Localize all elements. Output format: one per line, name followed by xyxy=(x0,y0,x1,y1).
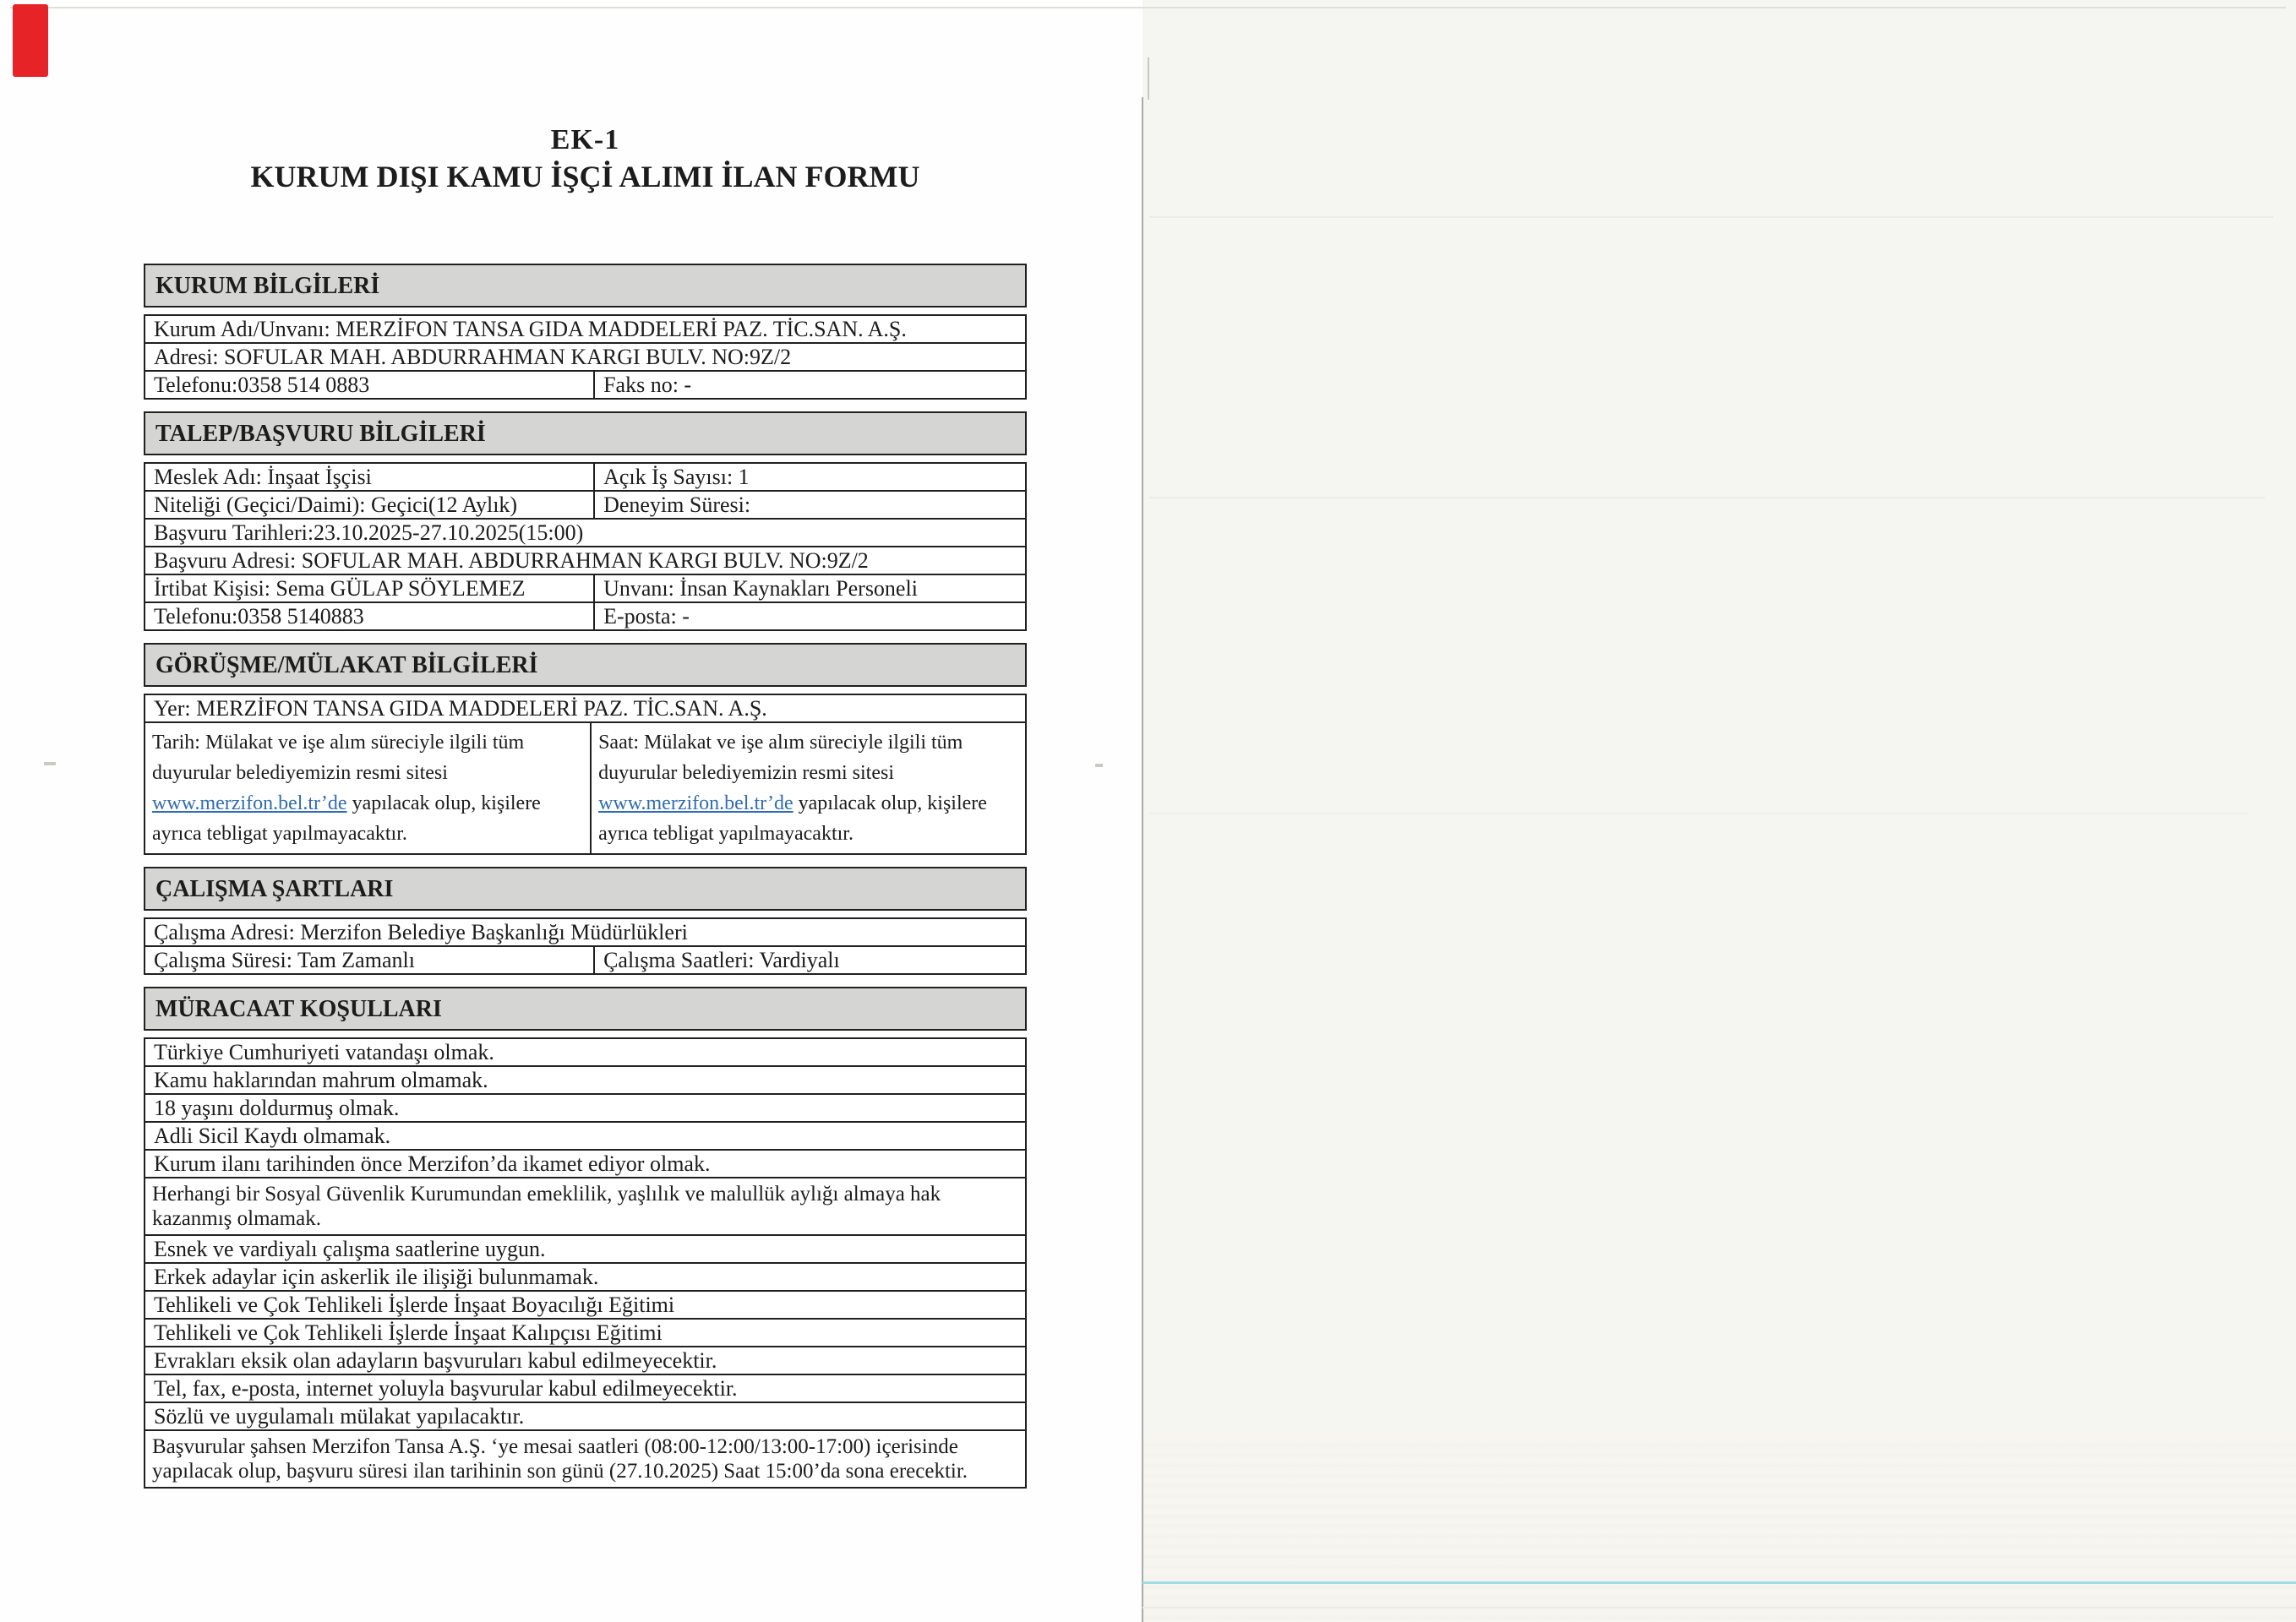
field-calisma-adresi: Çalışma Adresi: Merzifon Belediye Başkanlığı Müdürlükleri xyxy=(154,920,688,944)
requirement-row xyxy=(144,1290,1027,1320)
page-right-edge-line xyxy=(1142,97,1143,1622)
merzifon-website-link[interactable]: www.merzifon.bel.tr’de xyxy=(152,792,347,814)
section-rows xyxy=(144,1037,1027,1489)
field-basvuru-tarihleri: Başvuru Tarihleri:23.10.2025-27.10.2025(15:00) xyxy=(154,520,584,545)
table-row xyxy=(144,574,1027,603)
field-adresi: Adresi: SOFULAR MAH. ABDURRAHMAN KARGI BULV. NO:9Z/2 xyxy=(154,345,792,369)
field-calisma-saatleri: Çalışma Saatleri: Vardiyalı xyxy=(593,947,1025,973)
section-header: MÜRACAAT KOŞULLARI xyxy=(144,987,1027,1031)
field-e-posta: E-posta: - xyxy=(593,603,1025,629)
title-form-name: KURUM DIŞI KAMU İŞÇİ ALIMI İLAN FORMU xyxy=(250,160,920,193)
title-ek1: EK-1 xyxy=(550,124,620,155)
table-row xyxy=(144,518,1027,547)
scan-top-edge-line xyxy=(10,7,2286,8)
field-calisma-suresi: Çalışma Süresi: Tam Zamanlı xyxy=(154,948,415,972)
requirement-row xyxy=(144,1149,1027,1178)
scan-streak xyxy=(1149,216,2273,218)
requirement-text: 18 yaşını doldurmuş olmak. xyxy=(154,1096,400,1120)
table-row xyxy=(144,601,1027,631)
field-meslek-adi: Meslek Adı: İnşaat İşçisi xyxy=(154,465,372,489)
page-edge-notch xyxy=(1148,57,1149,100)
section-header: GÖRÜŞME/MÜLAKAT BİLGİLERİ xyxy=(144,643,1027,687)
table-row xyxy=(144,490,1027,520)
field-yer: Yer: MERZİFON TANSA GIDA MADDELERİ PAZ. TİC.SAN. A.Ş. xyxy=(154,696,767,721)
requirement-row xyxy=(144,1093,1027,1123)
requirement-row xyxy=(144,1234,1027,1264)
scan-speck xyxy=(44,762,56,765)
requirement-text: Başvurular şahsen Merzifon Tansa A.Ş. ‘ye mesai saatleri (08:00-12:00/13:00-17:00) içerisinde yapılacak olup, başvuru süresi ilan tarihinin son günü (27.10.2025) Saat 15:00’da sona erecektir. xyxy=(152,1435,968,1483)
table-row xyxy=(144,917,1027,947)
section-calisma-sartlari xyxy=(144,867,1027,975)
document-title xyxy=(144,123,1027,196)
requirement-row xyxy=(144,1429,1027,1489)
section-rows xyxy=(144,314,1027,400)
section-rows xyxy=(144,462,1027,631)
red-scan-mark xyxy=(13,4,48,77)
requirement-text: Adli Sicil Kaydı olmamak. xyxy=(154,1124,391,1148)
requirement-row xyxy=(144,1374,1027,1403)
requirement-row xyxy=(144,1318,1027,1347)
table-row xyxy=(144,945,1027,975)
merzifon-website-link[interactable]: www.merzifon.bel.tr’de xyxy=(598,792,794,814)
requirement-text: Herhangi bir Sosyal Güvenlik Kurumundan emeklilik, yaşlılık ve malullük aylığı almaya hak kazanmış olmamak. xyxy=(152,1183,941,1230)
requirement-row xyxy=(144,1402,1027,1431)
requirement-row xyxy=(144,1037,1027,1067)
ilan-form-table xyxy=(144,264,1027,1500)
requirement-text: Kurum ilanı tarihinden önce Merzifon’da ikamet ediyor olmak. xyxy=(154,1151,711,1176)
scanner-background-noise xyxy=(1143,1436,2296,1622)
table-row xyxy=(144,342,1027,372)
field-telefonu: Telefonu:0358 514 0883 xyxy=(154,373,370,397)
requirement-row xyxy=(144,1346,1027,1375)
requirement-text: Erkek adaylar için askerlik ile ilişiği bulunmamak. xyxy=(154,1265,599,1289)
tarih-text-prefix: Tarih: Mülakat ve işe alım süreciyle ilgili tüm duyurular belediyemizin resmi sitesi xyxy=(152,732,525,784)
requirement-text: Kamu haklarından mahrum olmamak. xyxy=(154,1068,488,1092)
scan-cyan-line xyxy=(1143,1581,2296,1584)
table-row xyxy=(144,462,1027,492)
requirement-text: Tehlikeli ve Çok Tehlikeli İşlerde İnşaat Kalıpçısı Eğitimi xyxy=(154,1320,663,1345)
section-gorusme-mulakat-bilgileri xyxy=(144,643,1027,855)
field-acik-is-sayisi: Açık İş Sayısı: 1 xyxy=(593,464,1025,490)
section-header: TALEP/BAŞVURU BİLGİLERİ xyxy=(144,411,1027,455)
requirement-text: Sözlü ve uygulamalı mülakat yapılacaktır. xyxy=(154,1404,525,1429)
field-unvani: Unvanı: İnsan Kaynakları Personeli xyxy=(593,575,1025,601)
requirement-text: Evrakları eksik olan adayların başvuruları kabul edilmeyecektir. xyxy=(154,1348,717,1373)
requirement-text: Türkiye Cumhuriyeti vatandaşı olmak. xyxy=(154,1040,494,1064)
requirement-row xyxy=(144,1065,1027,1095)
field-deneyim-suresi: Deneyim Süresi: xyxy=(593,492,1025,518)
scan-warm-line xyxy=(1143,1607,2296,1608)
tarih-text-suffix: yapılacak olup, kişilere ayrıca tebligat yapılmayacaktır. xyxy=(152,792,541,845)
table-row xyxy=(144,314,1027,344)
field-basvuru-adresi: Başvuru Adresi: SOFULAR MAH. ABDURRAHMAN KARGI BULV. NO:9Z/2 xyxy=(154,548,869,573)
scan-streak xyxy=(1149,497,2265,498)
section-header: KURUM BİLGİLERİ xyxy=(144,264,1027,308)
field-tarih-aciklama xyxy=(145,723,590,853)
saat-text-prefix: Saat: Mülakat ve işe alım süreciyle ilgili tüm duyurular belediyemizin resmi sitesi xyxy=(598,732,963,784)
scanner-background xyxy=(1143,0,2296,1622)
requirement-row xyxy=(144,1121,1027,1151)
scan-streak xyxy=(1149,813,2248,814)
section-rows xyxy=(144,917,1027,975)
requirement-text: Esnek ve vardiyalı çalışma saatlerine uygun. xyxy=(154,1237,546,1261)
field-irtibat-kisisi: İrtibat Kişisi: Sema GÜLAP SÖYLEMEZ xyxy=(154,576,526,601)
section-kurum-bilgileri xyxy=(144,264,1027,400)
section-muracaat-kosullari xyxy=(144,987,1027,1489)
table-row xyxy=(144,721,1027,855)
saat-text-suffix: yapılacak olup, kişilere ayrıca tebligat yapılmayacaktır. xyxy=(598,792,987,845)
requirement-text: Tehlikeli ve Çok Tehlikeli İşlerde İnşaat Boyacılığı Eğitimi xyxy=(154,1293,675,1317)
section-talep-basvuru-bilgileri xyxy=(144,411,1027,631)
table-row xyxy=(144,694,1027,723)
requirement-row xyxy=(144,1177,1027,1236)
requirement-row xyxy=(144,1262,1027,1292)
scan-speck xyxy=(1095,764,1103,767)
field-irtibat-telefonu: Telefonu:0358 5140883 xyxy=(154,604,364,629)
field-niteligi: Niteliği (Geçici/Daimi): Geçici(12 Aylık) xyxy=(154,493,518,517)
field-kurum-adi-unvani: Kurum Adı/Unvanı: MERZİFON TANSA GIDA MADDELERİ PAZ. TİC.SAN. A.Ş. xyxy=(154,317,907,341)
table-row xyxy=(144,546,1027,575)
requirement-text: Tel, fax, e-posta, internet yoluyla başvurular kabul edilmeyecektir. xyxy=(154,1376,738,1401)
field-faks-no: Faks no: - xyxy=(593,372,1025,398)
section-header: ÇALIŞMA ŞARTLARI xyxy=(144,867,1027,911)
field-saat-aciklama xyxy=(590,723,1025,853)
table-row xyxy=(144,370,1027,400)
section-rows xyxy=(144,694,1027,855)
